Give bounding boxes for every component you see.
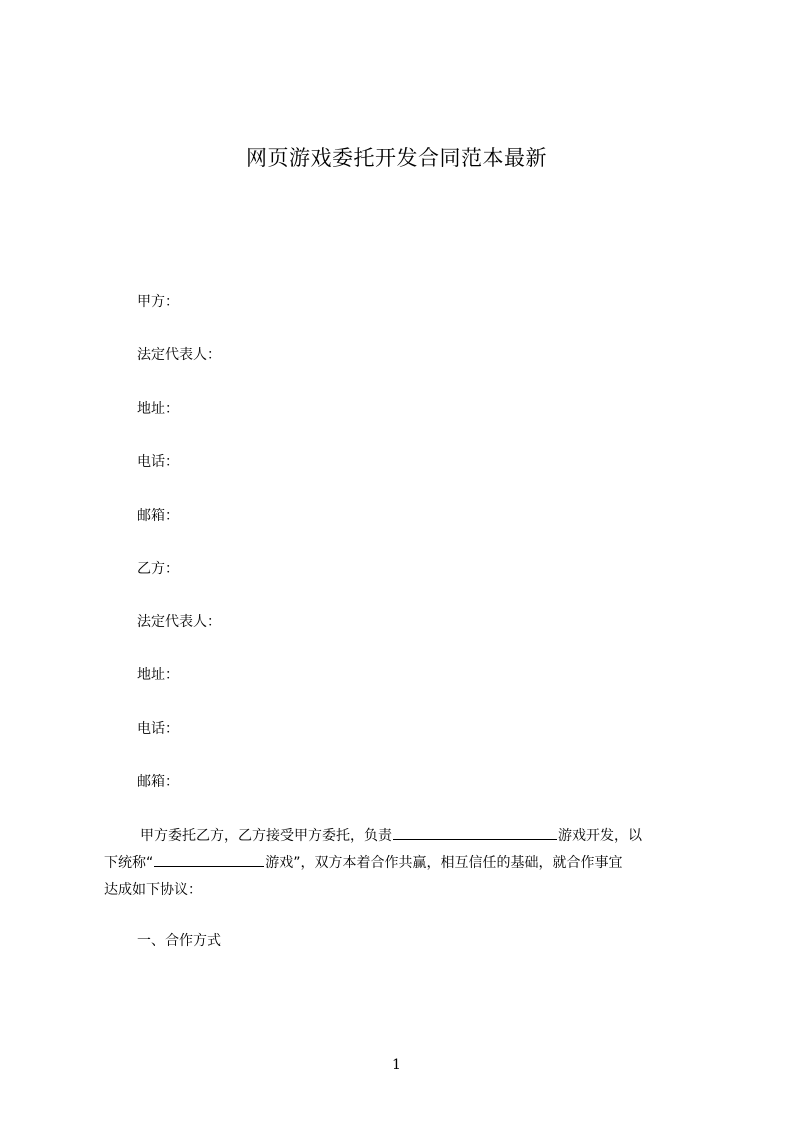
- game-name-blank-2: [154, 852, 264, 867]
- paragraph-line-1: [104, 823, 704, 850]
- document-title: 网页游戏委托开发合同范本最新: [246, 146, 547, 170]
- party-a-label: 甲方：: [137, 294, 179, 310]
- party-b-email-label: 邮箱：: [137, 774, 179, 790]
- page-number: 1: [392, 1057, 401, 1073]
- paragraph-line-3: 达成如下协议：: [104, 882, 202, 898]
- party-a-phone-label: 电话：: [137, 454, 179, 470]
- party-b-label: 乙方：: [137, 561, 179, 577]
- party-a-email-label: 邮箱：: [137, 508, 179, 524]
- paragraph-line-1-after: 游戏开发，以: [558, 828, 642, 844]
- party-a-address-label: 地址：: [137, 401, 179, 417]
- paragraph-line-2-before: 下统称“: [104, 855, 154, 871]
- paragraph-line-2: [104, 850, 704, 877]
- party-a-legal-rep-label: 法定代表人：: [137, 347, 221, 363]
- game-name-blank-1: [393, 825, 557, 840]
- paragraph-line-2-after: 游戏”，双方本着合作共赢，相互信任的基础，就合作事宜: [265, 855, 623, 871]
- party-b-phone-label: 电话：: [137, 721, 179, 737]
- party-b-address-label: 地址：: [137, 667, 179, 683]
- party-b-legal-rep-label: 法定代表人：: [137, 614, 221, 630]
- paragraph-line-1-before: 甲方委托乙方，乙方接受甲方委托，负责: [140, 828, 392, 844]
- agreement-paragraph: [104, 823, 704, 904]
- section-heading-cooperation: 一、合作方式: [137, 933, 221, 949]
